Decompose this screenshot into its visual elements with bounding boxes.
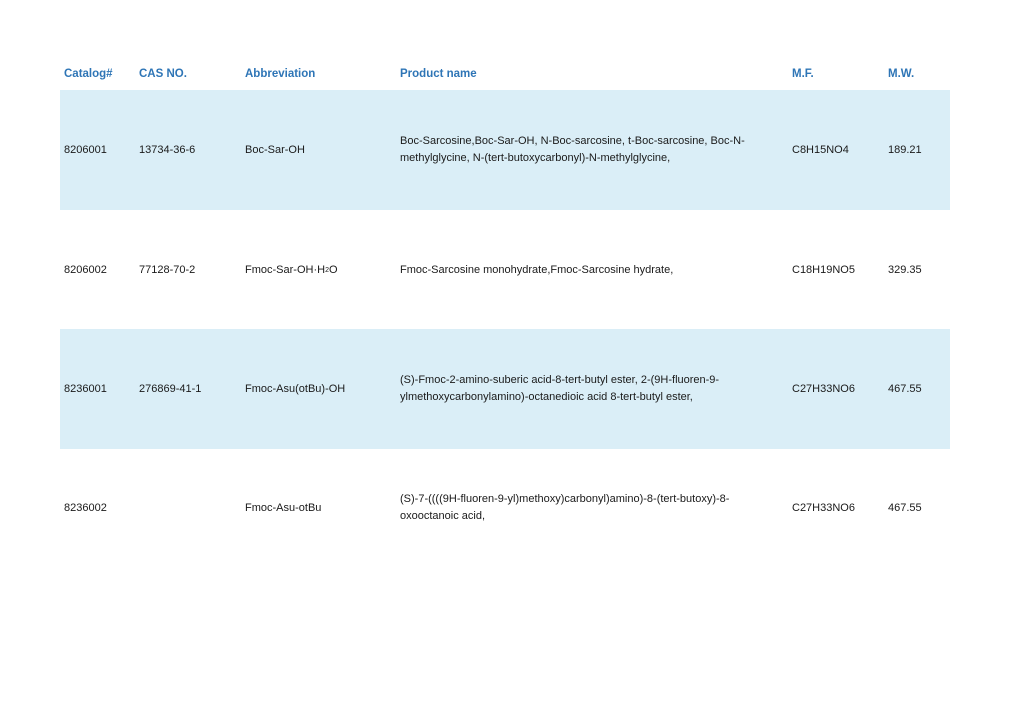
- mf-cell: C27H33NO6: [792, 501, 855, 514]
- product-name-cell: Boc-Sarcosine,Boc-Sar-OH, N-Boc-sarcosine, t-Boc-sarcosine, Boc-N-methylglycine, N-(tert-butoxycarbonyl)-N-methylglycine,: [400, 135, 745, 164]
- abbreviation-subscript: 2: [325, 266, 329, 274]
- abbreviation-tail: O: [328, 263, 338, 276]
- header-abbreviation: Abbreviation: [245, 68, 316, 80]
- cas-cell: 13734-36-6: [139, 143, 196, 156]
- product-name-cell: (S)-7-((((9H-fluoren-9-yl)methoxy)carbonyl)amino)-8-(tert-butoxy)-8-oxooctanoic acid,: [400, 493, 730, 522]
- mf-cell: C8H15NO4: [792, 143, 849, 156]
- table-row: [60, 448, 950, 568]
- abbreviation-cell: Boc-Sar-OH: [245, 143, 305, 156]
- table-row: [60, 210, 950, 330]
- mf-cell: C27H33NO6: [792, 382, 855, 395]
- mw-cell: 467.55: [888, 382, 922, 395]
- abbreviation-cell: Fmoc-Asu(otBu)-OH: [245, 382, 346, 395]
- cas-cell: 276869-41-1: [139, 382, 202, 395]
- catalog-cell: 8236001: [64, 382, 107, 395]
- abbreviation-main: Fmoc-Sar-OH·H: [245, 263, 326, 276]
- cas-cell: 77128-70-2: [139, 263, 196, 276]
- mf-cell: C18H19NO5: [792, 263, 855, 276]
- catalog-cell: 8206002: [64, 263, 107, 276]
- abbreviation-cell: Fmoc-Asu-otBu: [245, 501, 322, 514]
- mw-cell: 189.21: [888, 143, 922, 156]
- table-header: [60, 68, 950, 90]
- header-product-name: Product name: [400, 68, 477, 80]
- abbreviation-cell: [245, 210, 395, 330]
- product-name-cell: Fmoc-Sarcosine monohydrate,Fmoc-Sarcosine hydrate,: [400, 263, 674, 276]
- table-row: [60, 90, 950, 210]
- catalog-cell: 8236002: [64, 501, 107, 514]
- header-catalog: Catalog#: [64, 68, 113, 80]
- catalog-cell: 8206001: [64, 143, 107, 156]
- table-row: [60, 329, 950, 449]
- mw-cell: 467.55: [888, 501, 922, 514]
- header-mf: M.F.: [792, 68, 814, 80]
- header-cas: CAS NO.: [139, 68, 187, 80]
- mw-cell: 329.35: [888, 263, 922, 276]
- cas-cell: [139, 448, 239, 568]
- product-name-cell: (S)-Fmoc-2-amino-suberic acid-8-tert-butyl ester, 2-(9H-fluoren-9-ylmethoxycarbonylamino)-octanedioic acid 8-tert-butyl ester,: [400, 374, 720, 403]
- header-mw: M.W.: [888, 68, 915, 80]
